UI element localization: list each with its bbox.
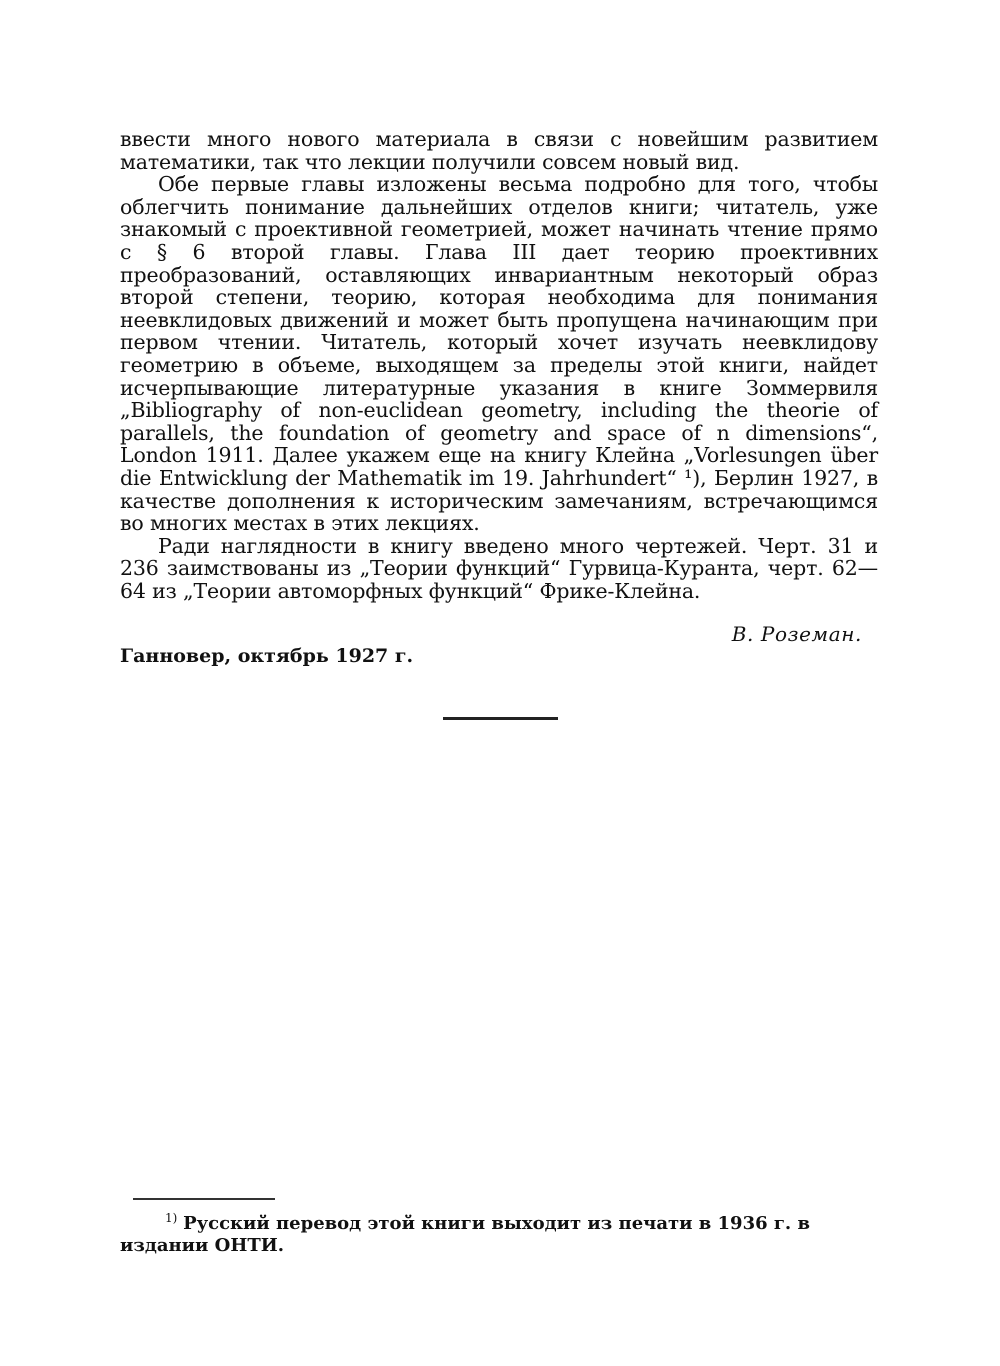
footnote-divider [133,1198,275,1200]
paragraph-3: Ради наглядности в книгу введено много чертежей. Черт. 31 и 236 заимствованы из „Теории функций“ Гурвица-Куранта, черт. 62—64 из „Теории автоморфных функций“ Фрике-Клейна. [120,533,878,603]
preface-text [120,128,878,602]
section-divider [443,717,558,720]
footnote [120,1213,880,1257]
paragraph-2: Обе первые главы изложены весьма подробно для того, чтобы облегчить понимание дальнейших отделов книги; читатель, уже знакомый с проективной геометрией, может начинать чтение прямо с § 6 второй главы. Глава III дает теорию проективних преобразований, оставляющих инвариантным некоторый образ второй степени, теорию, которая необходима для понимания неевклидовых движений и может быть пропущена начинающим при первом чтении. Читатель, который хочет изучать неевклидову геометрию в объеме, выходящем за пределы этой книги, найдет исчерпывающие литературные указания в книге Зоммервиля „Bibliography of non-euclidean geometry, including the theorie of parallels, the foundation of geometry and space of n dimensions“, London 1911. Далее укажем еще на книгу Клейна „Vorlesungen über die Entwicklung der Mathematik im 19. Jahrhundert“ ¹), Берлин 1927, в качестве дополнения к историческим замечаниям, встречающимся во многих местах в этих лекциях. [120,172,878,536]
author-signature: В. Роземан. [731,622,862,646]
paragraph-1: ввести много нового материала в связи с новейшим развитием математики, так что лекции получили совсем новый вид. [120,127,878,174]
footnote-text: Русский перевод этой книги выходит из печати в 1936 г. в издании ОНТИ. [120,1213,810,1256]
footnote-mark: 1) [165,1211,178,1225]
place-and-date: Ганновер, октябрь 1927 г. [120,645,414,667]
